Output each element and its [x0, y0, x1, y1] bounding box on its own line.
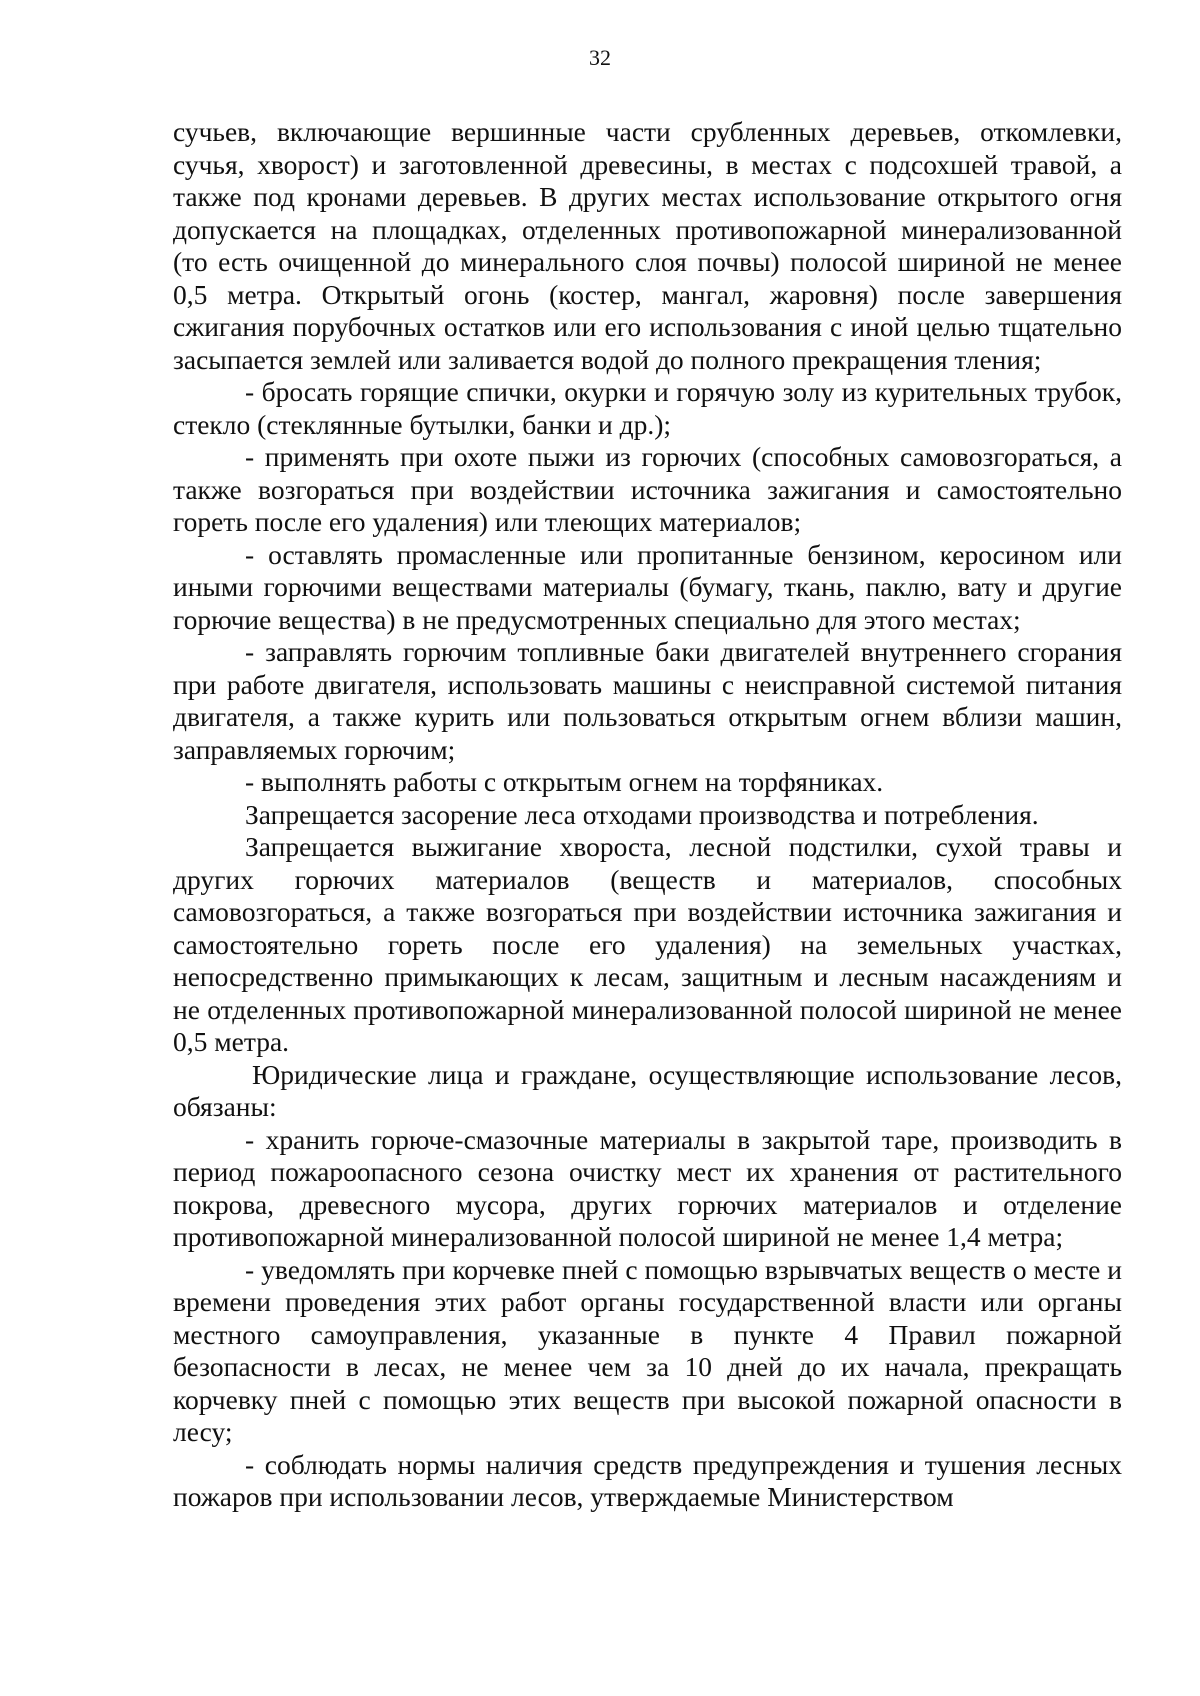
- page-number: 32: [589, 45, 611, 70]
- list-item-fuel-storage: - хранить горюче-смазочные материалы в закрытой таре, производить в период пожароопасного сезона очистку мест их хранения от растительного покрова, древесного мусора, других горючих материалов и отделение противопожарной минерализованной полосой шириной не менее 1,4 метра;: [173, 1123, 1122, 1252]
- document-body: [173, 116, 1122, 1514]
- list-item-wads: - применять при охоте пыжи из горючих (способных самовозгораться, а также возгораться при воздействии источника зажигания и самостоятельно гореть после его удаления) или тлеющих материалов;: [173, 441, 1122, 537]
- list-item-oily-materials: - оставлять промасленные или пропитанные бензином, керосином или иными горючими веществами материалы (бумагу, ткань, паклю, вату и другие горючие вещества) в не предусмотренных специально для этого местах;: [173, 538, 1122, 635]
- list-item-matches: - бросать горящие спички, окурки и горячую золу из курительных трубок, стекло (стеклянные бутылки, банки и др.);: [173, 376, 1122, 440]
- list-item-stump-removal: - уведомлять при корчевке пней с помощью взрывчатых веществ о месте и времени проведения этих работ органы государственной власти или органы местного самоуправления, указанные в пункте 4 Правил пожарной безопасности в лесах, не менее чем за 10 дней до их начала, прекращать корчевку пней с помощью этих веществ при высокой пожарной опасности в лесу;: [173, 1253, 1122, 1447]
- paragraph-burning: Запрещается выжигание хвороста, лесной подстилки, сухой травы и других горючих материалов (веществ и материалов, способных самовозгораться, а также возгораться при воздействии источника зажигания и самостоятельно гореть после его удаления) на земельных участках, непосредственно примыкающих к лесам, защитным и лесным насаждениям и не отделенных противопожарной минерализованной полосой шириной не менее 0,5 метра.: [173, 831, 1122, 1057]
- paragraph-littering: Запрещается засорение леса отходами производства и потребления.: [245, 798, 1039, 830]
- list-item-fire-equipment: - соблюдать нормы наличия средств предупреждения и тушения лесных пожаров при использовании лесов, утверждаемые Министерством: [173, 1448, 1122, 1512]
- paragraph-obligations: Юридические лица и граждане, осуществляющие использование лесов, обязаны:: [173, 1058, 1122, 1122]
- list-item-peat: - выполнять работы с открытым огнем на торфяниках.: [245, 766, 884, 797]
- paragraph-continuation: сучьев, включающие вершинные части срубленных деревьев, откомлевки, сучья, хворост) и заготовленной древесины, в местах с подсохшей травой, а также под кронами деревьев. В других местах использование открытого огня допускается на площадках, отделенных противопожарной минерализованной (то есть очищенной до минерального слоя почвы) полосой шириной не менее 0,5 метра. Открытый огонь (костер, мангал, жаровня) после завершения сжигания порубочных остатков или его использования с иной целью тщательно засыпается землей или заливается водой до полного прекращения тления;: [173, 116, 1122, 375]
- list-item-refueling: - заправлять горючим топливные баки двигателей внутреннего сгорания при работе двигателя, использовать машины с неисправной системой питания двигателя, а также курить или пользоваться открытым огнем вблизи машин, заправляемых горючим;: [173, 636, 1122, 765]
